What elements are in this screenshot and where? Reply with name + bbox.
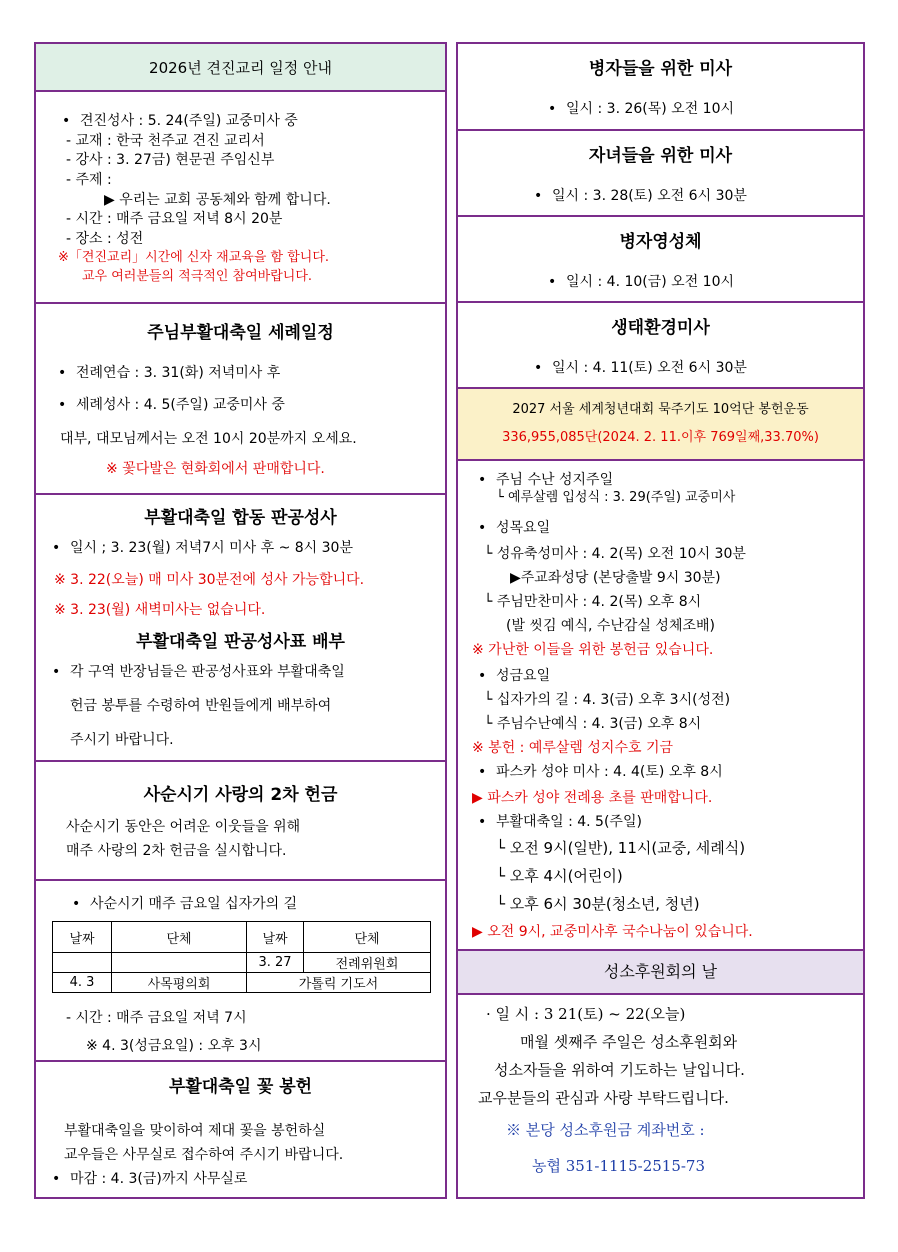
holy-week-line: • 파스카 성야 미사 : 4. 4(토) 오후 8시 bbox=[496, 763, 723, 781]
table-cell: 가톨릭 기도서 bbox=[247, 973, 431, 993]
confession-line: • 일시 ; 3. 23(월) 저녁7시 미사 후 ~ 8시 30분 bbox=[70, 539, 353, 557]
holy-week-note: ▶ 파스카 성야 전례용 초를 판매합니다. bbox=[472, 790, 713, 806]
holy-week-line: └ 주님만찬미사 : 4. 2(목) 오후 8시 bbox=[484, 594, 702, 610]
table-cell bbox=[112, 953, 247, 973]
confession-note: ※ 3. 23(월) 새벽미사는 없습니다. bbox=[54, 602, 266, 618]
table-header: 단체 bbox=[112, 922, 247, 953]
sick-mass-title: 병자들을 위한 미사 bbox=[588, 59, 733, 79]
confirmation-line: - 장소 : 성전 bbox=[66, 231, 144, 247]
vocation-title: 성소후원회의 날 bbox=[603, 962, 718, 981]
holy-week-line: • 주님 수난 성지주일 bbox=[496, 471, 613, 489]
table-header: 날짜 bbox=[247, 922, 304, 953]
children-mass-title: 자녀들을 위한 미사 bbox=[588, 146, 733, 166]
baptism-line: • 세례성사 : 4. 5(주일) 교중미사 중 bbox=[76, 396, 285, 414]
rosary-campaign-line: 2027 서울 세계청년대회 묵주기도 10억단 봉헌운동 bbox=[512, 402, 809, 417]
holy-week-line: (발 씻김 예식, 수난감실 성체조배) bbox=[506, 618, 715, 634]
confession-title: 부활대축일 합동 판공성사 bbox=[144, 508, 337, 528]
confession-card-title: 부활대축일 판공성사표 배부 bbox=[136, 632, 345, 652]
sick-communion-title: 병자영성체 bbox=[619, 232, 702, 252]
rosary-campaign-section bbox=[458, 387, 863, 459]
children-mass-section bbox=[458, 129, 863, 215]
holy-week-line: └ 십자가의 길 : 4. 3(금) 오후 3시(성전) bbox=[484, 692, 731, 708]
flower-title: 부활대축일 꽃 봉헌 bbox=[168, 1077, 313, 1097]
baptism-note: ※ 꽃다발은 현화회에서 판매합니다. bbox=[106, 461, 325, 477]
confession-note: ※ 3. 22(오늘) 매 미사 30분전에 성사 가능합니다. bbox=[54, 572, 365, 588]
holy-week-line: └ 성유축성미사 : 4. 2(목) 오전 10시 30분 bbox=[484, 546, 746, 562]
vocation-account-number: 농협 351-1115-2515-73 bbox=[532, 1157, 706, 1175]
sick-mass-line: • 일시 : 3. 26(목) 오전 10시 bbox=[566, 100, 734, 118]
eco-mass-section bbox=[458, 301, 863, 387]
vocation-line: 성소자들을 위하여 기도하는 날입니다. bbox=[494, 1061, 745, 1079]
baptism-section bbox=[36, 302, 445, 493]
confirmation-section bbox=[36, 90, 445, 302]
confirmation-line: • 견진성사 : 5. 24(주일) 교중미사 중 bbox=[80, 112, 298, 130]
stations-section bbox=[36, 879, 445, 1060]
lent-offering-section bbox=[36, 760, 445, 879]
eco-mass-title: 생태환경미사 bbox=[611, 318, 710, 338]
holy-week-note: ※ 봉헌 : 예루살렘 성지수호 기금 bbox=[472, 740, 673, 756]
lent-offering-body: 매주 사랑의 2차 헌금을 실시합니다. bbox=[66, 843, 287, 859]
confession-body: • 각 구역 반장님들은 판공성사표와 부활대축일 bbox=[70, 663, 345, 681]
sick-communion-line: • 일시 : 4. 10(금) 오전 10시 bbox=[566, 273, 734, 291]
vocation-title-bar bbox=[458, 949, 863, 993]
flower-section bbox=[36, 1060, 445, 1197]
lent-offering-body: 사순시기 동안은 어려운 이웃들을 위해 bbox=[66, 819, 301, 835]
confirmation-title-bar bbox=[36, 44, 445, 90]
vocation-line: · 일 시 : 3 21(토) ~ 22(오늘) bbox=[486, 1005, 686, 1023]
children-mass-line: • 일시 : 3. 28(토) 오전 6시 30분 bbox=[552, 187, 747, 205]
vocation-line: 매월 셋째주 주일은 성소후원회와 bbox=[520, 1033, 738, 1051]
vocation-line: 교우분들의 관심과 사랑 부탁드립니다. bbox=[478, 1089, 729, 1107]
sick-communion-section bbox=[458, 215, 863, 301]
confirmation-note: 교우 여러분들의 적극적인 참여바랍니다. bbox=[82, 269, 313, 284]
holy-week-line: • 성금요일 bbox=[496, 667, 550, 685]
holy-week-line: └ 오후 6시 30분(청소년, 청년) bbox=[496, 895, 700, 913]
baptism-line: • 전례연습 : 3. 31(화) 저녁미사 후 bbox=[76, 364, 280, 382]
sick-mass-section bbox=[458, 44, 863, 129]
lent-offering-title: 사순시기 사랑의 2차 헌금 bbox=[143, 785, 338, 805]
stations-time: - 시간 : 매주 금요일 저녁 7시 bbox=[66, 1010, 247, 1026]
confirmation-note: ※「견진교리」시간에 신자 재교육을 함 합니다. bbox=[58, 250, 330, 265]
holy-week-line: ▶주교좌성당 (본당출발 9시 30분) bbox=[510, 570, 721, 586]
baptism-title: 주님부활대축일 세례일정 bbox=[147, 323, 334, 343]
left-column bbox=[34, 42, 447, 1199]
confession-body: 주시기 바랍니다. bbox=[70, 732, 174, 748]
confirmation-line: - 시간 : 매주 금요일 저녁 8시 20분 bbox=[66, 211, 283, 227]
table-header: 단체 bbox=[304, 922, 431, 953]
confirmation-line: - 교재 : 한국 천주교 견진 교리서 bbox=[66, 133, 265, 149]
holy-week-line: └ 오후 4시(어린이) bbox=[496, 867, 623, 885]
holy-week-section bbox=[458, 459, 863, 949]
holy-week-line: • 부활대축일 : 4. 5(주일) bbox=[496, 813, 642, 831]
holy-week-note: ▶ 오전 9시, 교중미사후 국수나눔이 있습니다. bbox=[472, 924, 753, 940]
vocation-section bbox=[458, 993, 863, 1197]
vocation-account-label: ※ 본당 성소후원금 계좌번호 : bbox=[506, 1121, 705, 1139]
confirmation-line: - 강사 : 3. 27금) 현문권 주임신부 bbox=[66, 152, 275, 168]
flower-deadline: • 마감 : 4. 3(금)까지 사무실로 bbox=[70, 1170, 247, 1188]
table-cell: 4. 3 bbox=[53, 973, 112, 993]
confirmation-title: 2026년 견진교리 일정 안내 bbox=[149, 59, 332, 77]
table-cell: 3. 27 bbox=[247, 953, 304, 973]
flower-body: 교우들은 사무실로 접수하여 주시기 바랍니다. bbox=[64, 1147, 344, 1163]
eco-mass-line: • 일시 : 4. 11(토) 오전 6시 30분 bbox=[552, 359, 747, 377]
table-header: 날짜 bbox=[53, 922, 112, 953]
table-cell bbox=[53, 953, 112, 973]
flower-body: 부활대축일을 맞이하여 제대 꽃을 봉헌하실 bbox=[64, 1123, 326, 1139]
confirmation-line: - 주제 : bbox=[66, 172, 112, 188]
stations-table bbox=[52, 921, 431, 993]
table-cell: 사목평의회 bbox=[112, 973, 247, 993]
baptism-line: 대부, 대모님께서는 오전 10시 20분까지 오세요. bbox=[60, 431, 357, 447]
holy-week-line: └ 주님수난예식 : 4. 3(금) 오후 8시 bbox=[484, 716, 702, 732]
holy-week-line: └ 오전 9시(일반), 11시(교중, 세례식) bbox=[496, 839, 746, 857]
holy-week-line: └ 예루살렘 입성식 : 3. 29(주일) 교중미사 bbox=[496, 490, 736, 505]
holy-week-note: ※ 가난한 이들을 위한 봉헌금 있습니다. bbox=[472, 642, 714, 658]
confirmation-line: ▶ 우리는 교회 공동체와 함께 합니다. bbox=[104, 192, 331, 208]
holy-week-line: • 성목요일 bbox=[496, 519, 550, 537]
stations-line: • 사순시기 매주 금요일 십자가의 길 bbox=[90, 895, 297, 913]
rosary-campaign-count: 336,955,085단(2024. 2. 11.이후 769일째,33.70%) bbox=[502, 430, 819, 445]
confession-body: 헌금 봉투를 수령하여 반원들에게 배부하여 bbox=[70, 698, 332, 714]
stations-note: ※ 4. 3(성금요일) : 오후 3시 bbox=[86, 1038, 262, 1054]
right-column bbox=[456, 42, 865, 1199]
confession-section bbox=[36, 493, 445, 760]
table-cell: 전례위원회 bbox=[304, 953, 431, 973]
